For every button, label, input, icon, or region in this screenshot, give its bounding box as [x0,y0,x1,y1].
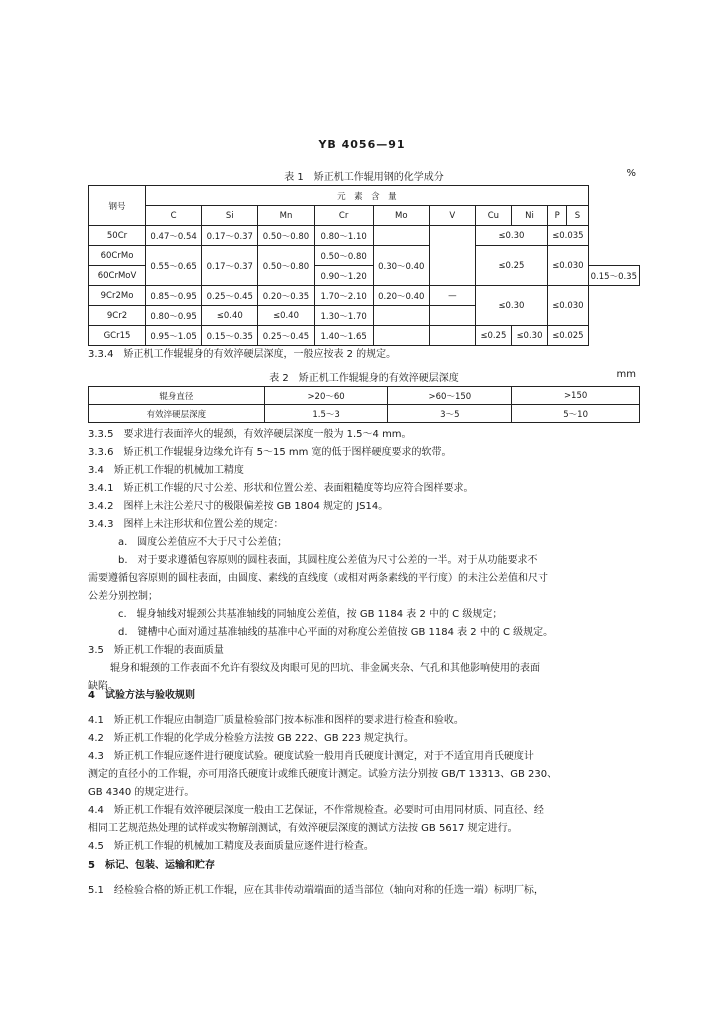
section-heading: 3.5 矫正机工作辊的表面质量 [88,645,224,656]
col-p: P [548,206,567,226]
table-cell: 0.55～0.65 [146,246,202,286]
text-line: 4.2 矫正机工作辊的化学成分检验方法按 GB 222、GB 223 规定执行。 [88,733,415,744]
table-cell: ≤0.25 [475,246,547,286]
col-cu: Cu [475,206,511,226]
text-line: 4.3 矫正机工作辊应逐件进行硬度试验。硬度试验一般用肖氏硬度计测定，对于不适宜用肖氏硬度计 [88,751,534,762]
table-cell: 0.20～0.35 [258,286,314,306]
table-cell: >20～60 [264,387,388,405]
grade-cell: 50Cr [89,226,146,246]
text-line: 缺陷。 [88,681,118,692]
table-cell [429,326,475,346]
table-cell: ≤0.035 [548,226,589,246]
table-cell: 0.80～1.10 [314,226,373,246]
body-section-4-items [88,712,640,856]
table-cell: 0.80～0.95 [146,306,202,326]
table-cell: 0.20～0.40 [373,286,429,306]
chapter-heading: 4 试验方法与验收规则 [88,690,195,701]
table-cell: 0.85～0.95 [146,286,202,306]
table-cell: 0.25～0.45 [202,286,258,306]
text-line: 辊身和辊颈的工作表面不允许有裂纹及肉眼可见的凹坑、非金属夹杂、气孔和其他影响使用的表面 [110,663,540,674]
table1-unit: % [626,168,636,179]
text-line: 5.1 经检验合格的矫正机工作辊，应在其非传动端端面的适当部位（轴向对称的任选一端）标明厂标， [88,885,544,896]
table-cell [373,226,429,246]
text-line: GB 4340 的规定进行。 [88,787,195,798]
table-row [89,226,640,246]
table-cell: 1.40～1.65 [314,326,373,346]
table-cell: 0.50～0.80 [258,226,314,246]
table-row [89,326,640,346]
table-cell: 3～5 [388,405,512,423]
text-line: 测定的直径小的工作辊，亦可用洛氏硬度计或维氏硬度计测定。试验方法分别按 GB/T 13313、GB 230、 [88,769,558,780]
table-cell: ≤0.25 [475,326,511,346]
row-label: 有效淬硬层深度 [89,405,265,423]
col-s: S [567,206,588,226]
list-item: b. 对于要求遵循包容原则的圆柱表面，其圆柱度公差值为尺寸公差的一半。对于从功能要求不 [118,555,538,566]
text-line: 公差分别控制； [88,591,158,602]
table-cell [429,306,475,326]
text-line: 4.4 矫正机工作辊有效淬硬层深度一般由工艺保证，不作常规检查。必要时可由用同材质、同直径、经 [88,805,544,816]
text-line: 4.5 矫正机工作辊的机械加工精度及表面质量应逐件进行检查。 [88,841,374,852]
col-cr: Cr [314,206,373,226]
table-cell: ≤0.40 [202,306,258,326]
text-line: 相同工艺规范热处理的试样或实物解剖测试，有效淬硬层深度的测试方法按 GB 5617 规定进行。 [88,823,518,834]
table1-title: 表 1 矫正机工作辊用钢的化学成分 [284,172,444,183]
body-section-4 [88,687,640,705]
table-cell [373,326,429,346]
col-si: Si [202,206,258,226]
chapter-heading: 5 标记、包装、运输和贮存 [88,860,215,871]
text-line: 需要遵循包容原则的圆柱表面，由圆度、素线的直线度（或相对两条素线的平行度）的未注公差值和尺寸 [88,573,548,584]
table-cell: — [429,286,475,306]
grade-cell: 9Cr2Mo [89,286,146,306]
col-mn: Mn [258,206,314,226]
table-cell: 0.15～0.35 [202,326,258,346]
text-line: 3.4.3 图样上未注形状和位置公差的规定： [88,519,284,530]
table-cell: 0.50～0.80 [258,246,314,286]
table1-header-row-2 [89,206,640,226]
table-cell: ≤0.30 [475,226,547,246]
section-heading: 3.4 矫正机工作辊的机械加工精度 [88,465,244,476]
table-row [89,246,640,266]
elements-header: 元 素 含 量 [146,186,589,206]
hardened-depth-table [88,386,640,423]
col-c: C [146,206,202,226]
table-row [89,286,640,306]
grade-cell: 60CrMoV [89,266,146,286]
paragraph-3-3-4 [88,346,640,364]
grade-cell: 9Cr2 [89,306,146,326]
row-label: 辊身直径 [89,387,265,405]
body-section-5 [88,857,640,875]
table-cell: ≤0.030 [548,246,589,286]
text-line: 3.3.6 矫正机工作辊辊身边缘允许有 5～15 mm 宽的低于图样硬度要求的软带。 [88,447,452,458]
table-cell: 0.50～0.80 [314,246,373,266]
table-row [89,387,640,405]
table-row [89,405,640,423]
table-cell: 0.30～0.40 [373,246,429,286]
text-line: 3.4.1 矫正机工作辊的尺寸公差、形状和位置公差、表面粗糙度等均应符合图样要求。 [88,483,474,494]
table-cell: 0.90～1.20 [314,266,373,286]
table-cell: 0.15～0.35 [588,266,639,286]
body-section-5-items [88,882,640,900]
body-section-3 [88,426,640,696]
table-cell: 0.47～0.54 [146,226,202,246]
list-item: c. 辊身轴线对辊颈公共基准轴线的同轴度公差值，按 GB 1184 表 2 中的 C 级规定； [118,609,503,620]
col-mo: Mo [373,206,429,226]
text-line: 3.4.2 图样上未注公差尺寸的极限偏差按 GB 1804 规定的 JS14。 [88,501,389,512]
table-cell: 0.17～0.37 [202,246,258,286]
col-ni: Ni [511,206,547,226]
grade-cell: 60CrMo [89,246,146,266]
col-v: V [429,206,475,226]
table-cell [429,226,475,286]
grade-cell: GCr15 [89,326,146,346]
table-cell: ≤0.30 [511,326,547,346]
text-line: 3.3.5 要求进行表面淬火的辊颈，有效淬硬层深度一般为 1.5～4 mm。 [88,429,412,440]
standard-number-header: YB 4056—91 [318,138,406,151]
table2-title: 表 2 矫正机工作辊辊身的有效淬硬层深度 [269,373,459,384]
table-cell: ≤0.40 [258,306,314,326]
table-cell: 1.5～3 [264,405,388,423]
table-cell: >150 [512,387,640,405]
chemical-composition-table [88,185,640,346]
table-cell: 0.25～0.45 [258,326,314,346]
table-cell: 1.70～2.10 [314,286,373,306]
table1-header-row-1 [89,186,640,206]
text-line: 3.3.4 矫正机工作辊辊身的有效淬硬层深度，一般应按表 2 的规定。 [88,349,397,360]
grade-header: 钢号 [89,186,146,226]
table-cell: ≤0.30 [475,286,547,326]
table-cell: ≤0.025 [548,326,589,346]
table-cell: 1.30～1.70 [314,306,373,326]
table-cell [373,306,429,326]
list-item: a. 圆度公差值应不大于尺寸公差值； [118,537,288,548]
table2-unit: mm [616,369,636,380]
table-cell: ≤0.030 [548,286,589,326]
text-line: 4.1 矫正机工作辊应由制造厂质量检验部门按本标准和图样的要求进行检查和验收。 [88,715,464,726]
list-item: d. 键槽中心面对通过基准轴线的基准中心平面的对称度公差值按 GB 1184 表 2 中的 C 级规定。 [118,627,554,638]
table-cell: 0.95～1.05 [146,326,202,346]
table-cell: 0.17～0.37 [202,226,258,246]
table-cell: 5～10 [512,405,640,423]
table-cell: >60～150 [388,387,512,405]
